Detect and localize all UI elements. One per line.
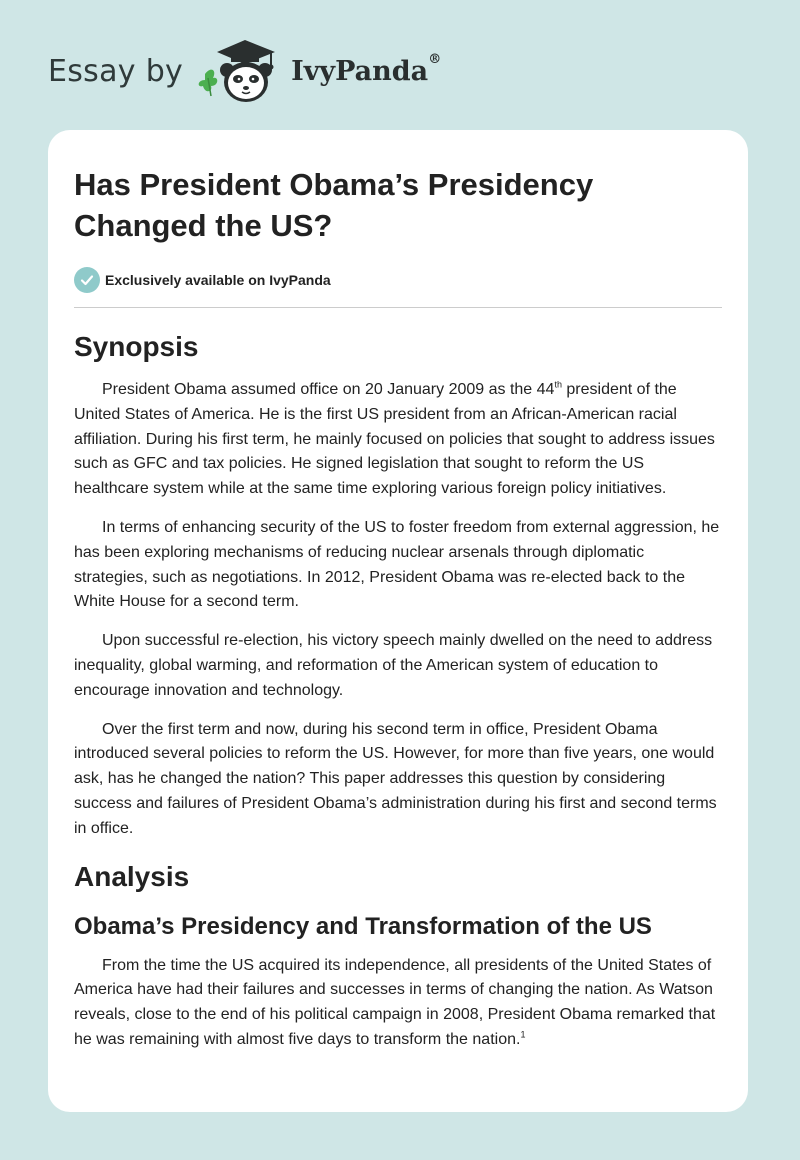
essay-card [48,130,748,1112]
section-subheading: Obama’s Presidency and Transformation of the US [74,912,652,940]
synopsis-paragraph-1: President Obama assumed office on 20 January 2009 as the 44th president of the United States of America. He is the first US president from an African-American racial affiliation. During his first term, he mainly focused on policies that sought to address issues such as GFC and tax policies. He signed legislation that sought to reform the US healthcare system while at the same time exploring various foreign policy initiatives. [74,379,715,498]
footnote-reference[interactable]: 1 [520,1029,526,1040]
panda-graduate-icon [197,36,287,106]
essay-by-label: Essay by [48,53,184,89]
synopsis-paragraph-2: In terms of enhancing security of the US to foster freedom from external aggression, he has been exploring mechanisms of reducing nuclear arsenals through diplomatic strategies, such as negotiations. In 2012, President Obama was re-elected back to the White House for a second term. [74,518,720,611]
divider [74,307,722,308]
synopsis-paragraph-3: Upon successful re-election, his victory speech mainly dwelled on the need to address inequality, global warming, and reformation of the American system of education to encourage innovation and technology. [74,632,713,699]
checkmark-icon [74,267,100,293]
analysis-paragraph-1: From the time the US acquired its independence, all presidents of the United States of America have had their failures and successes in terms of changing the nation. As Watson reveals, close to the end of his political campaign in 2008, President Obama remarked that he was remaining with almost five days to transform the nation.$^1$ [74,956,716,1048]
exclusive-badge [74,266,722,294]
page-title: Has President Obama’s Presidency Changed the US? [74,167,594,243]
site-header [48,36,441,106]
synopsis-heading: Synopsis [74,331,199,362]
brand-name: IvyPanda® [291,51,442,87]
synopsis-paragraph-4: Over the first term and now, during his second term in office, President Obama introduced several policies to reform the US. However, for more than five years, one would ask, has he changed the nation? This paper addresses this question by considering success and failures of President Obama’s administration during his first and second terms in office. [74,720,717,837]
analysis-heading: Analysis [74,860,190,892]
exclusive-label: Exclusively available on IvyPanda [105,272,331,288]
ordinal-superscript: th [554,379,562,390]
